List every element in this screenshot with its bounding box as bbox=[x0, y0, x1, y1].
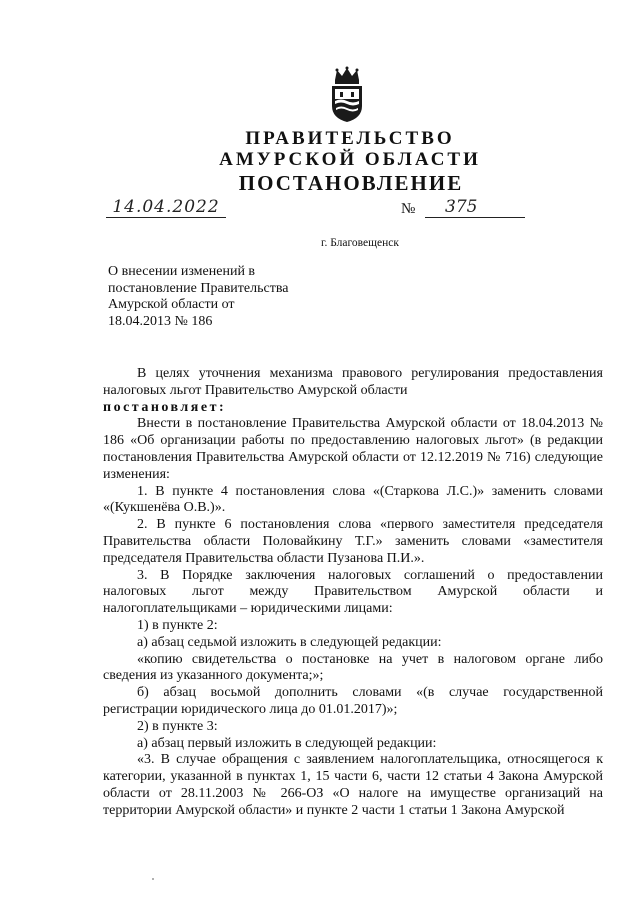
subject-line: О внесении изменений в bbox=[108, 264, 256, 279]
body-paragraph: 1) в пункте 2: bbox=[137, 617, 218, 633]
body-paragraph: 1. В пункте 4 постановления слова «(Старкова Л.С.)» заменить словами «(Кукшенёва О.В.)». bbox=[103, 483, 603, 516]
body-paragraph: «3. В случае обращения с заявлением налогоплательщика, относящегося к категории, указанной в пунктах 1, 15 части 6, части 12 статьи 4 Закона Амурской области от 28.11.2003 № 266-ОЗ «О налоге на имуществе организаций на территории Амурской области» и пункте 2 части 1 статьи 1 Закона Амурской bbox=[103, 752, 603, 818]
preamble-paragraph: В целях уточнения механизма правового регулирования предоставления налоговых льгот Правительство Амурской области bbox=[103, 366, 603, 398]
body-paragraph: «копию свидетельства о постановке на учет в налоговом органе либо сведения из указанного документа;»; bbox=[103, 651, 603, 684]
document-subject bbox=[108, 264, 328, 330]
body-paragraph: Внести в постановление Правительства Амурской области от 18.04.2013 № 186 «Об организации работы по предоставлению налоговых льгот» (в редакции постановления Правительства Амурской области от 12.12.2019 № 716) следующие изменения: bbox=[103, 416, 603, 482]
subject-line: 18.04.2013 № 186 bbox=[108, 313, 213, 329]
subject-line: постановление Правительства bbox=[108, 280, 289, 296]
document-body bbox=[103, 366, 603, 820]
number-label: № bbox=[401, 201, 416, 217]
body-paragraph: 2. В пункте 6 постановления слова «первого заместителя председателя Правительства области Половайкину Т.Г.» заменить словами «заместителя председателя Правительства области Пузанова П.И.». bbox=[103, 517, 603, 566]
city-line: г. Благовещенск bbox=[321, 237, 399, 249]
body-paragraph: 2) в пункте 3: bbox=[137, 718, 218, 734]
body-paragraph: 3. В Порядке заключения налоговых соглашений о предоставлении налоговых льгот между Правительством Амурской области и налогоплательщиками – юридическими лицами: bbox=[103, 567, 603, 617]
document-number: 375 bbox=[425, 197, 525, 218]
document-date: 14.04.2022 bbox=[106, 197, 226, 218]
body-paragraph: а) абзац седьмой изложить в следующей редакции: bbox=[137, 634, 442, 650]
resolves-word: постановляет: bbox=[103, 399, 227, 415]
org-name-line1: ПРАВИТЕЛЬСТВО bbox=[245, 128, 455, 149]
body-paragraph: б) абзац восьмой дополнить словами «(в случае государственной регистрации юридического лица до 01.01.2017)»; bbox=[103, 685, 603, 717]
amur-coat-of-arms-icon bbox=[327, 66, 367, 124]
subject-line: Амурской области от bbox=[108, 297, 235, 312]
scan-speck bbox=[152, 878, 154, 880]
org-name-line2: АМУРСКОЙ ОБЛАСТИ bbox=[219, 149, 481, 170]
document-type-title: ПОСТАНОВЛЕНИЕ bbox=[238, 171, 464, 195]
body-paragraph: а) абзац первый изложить в следующей редакции: bbox=[137, 735, 437, 751]
resolves-line bbox=[103, 400, 603, 417]
